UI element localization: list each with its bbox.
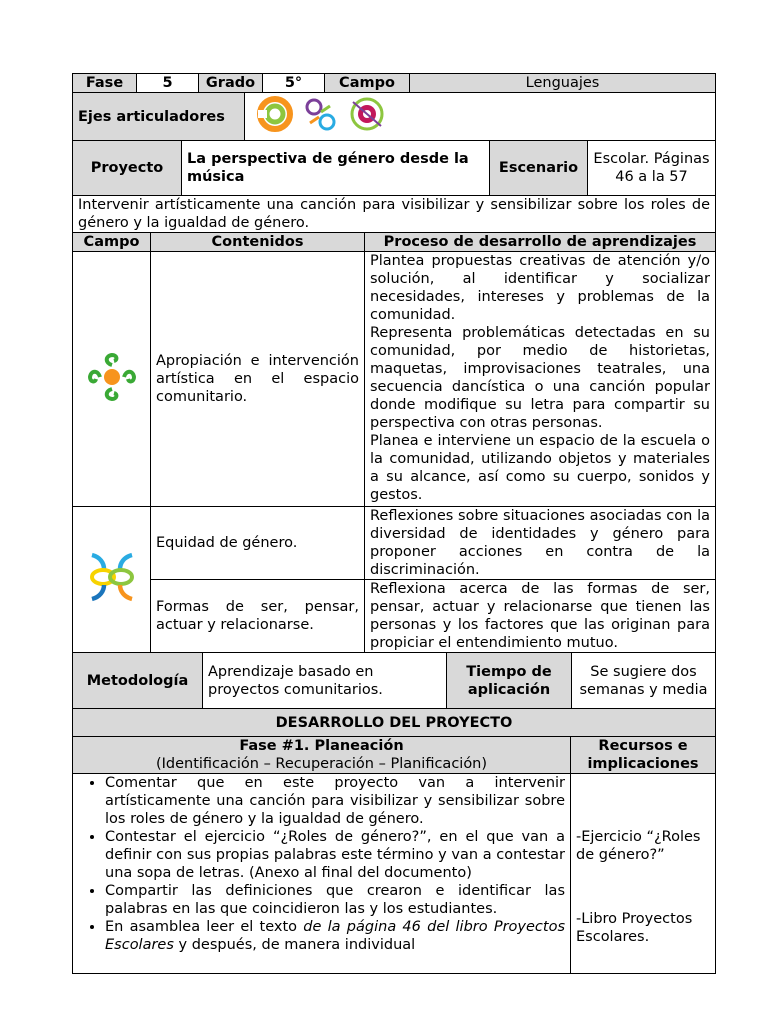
pda-column-header: Proceso de desarrollo de aprendizajes xyxy=(365,233,716,252)
objetivo-table xyxy=(72,195,716,233)
contenidos-table xyxy=(72,232,716,653)
tiempo-value: Se sugiere dos semanas y media xyxy=(572,653,716,709)
escenario-label: Escenario xyxy=(490,141,588,196)
contenidos-column-header: Contenidos xyxy=(151,233,365,252)
proyecto-label: Proyecto xyxy=(73,141,182,196)
fase-1-header xyxy=(73,737,571,774)
proyecto-table xyxy=(72,140,716,196)
project-objective: Intervenir artísticamente una canción para visibilizar y sensibilizar sobre los roles de género y la igualdad de género. xyxy=(73,196,716,233)
campo-column-header: Campo xyxy=(73,233,151,252)
header-table xyxy=(72,73,716,93)
inclusion-icon xyxy=(258,99,290,129)
recursos-header: Recursos e implicaciones xyxy=(571,737,716,774)
grado-label: Grado xyxy=(199,74,263,93)
list-item xyxy=(105,918,565,954)
campo-label: Campo xyxy=(325,74,410,93)
igualdad-genero-icon xyxy=(307,100,334,129)
metodologia-label: Metodología xyxy=(73,653,203,709)
fase-value: 5 xyxy=(137,74,199,93)
campo-value: Lenguajes xyxy=(410,74,716,93)
ejes-icons xyxy=(245,93,716,141)
etica-naturaleza-sociedades-icon xyxy=(86,549,138,605)
fase-label: Fase xyxy=(73,74,137,93)
ejes-icons-svg xyxy=(257,93,387,135)
tiempo-label: Tiempo de aplicación xyxy=(447,653,572,709)
grado-value: 5° xyxy=(263,74,325,93)
pda-3: Reflexiona acerca de las formas de ser, pensar, actuar y relacionarse que tienen las personas y los factores que las originan para propiciar el entendimiento mutuo. xyxy=(365,580,716,653)
fase-1-title: Fase #1. Planeación xyxy=(239,738,404,754)
ejes-table xyxy=(72,92,716,141)
table-row xyxy=(73,507,716,580)
list-item: • Contestar el ejercicio “¿Roles de género?”, en el que van a definir con sus propias palabras este término y van a contestar una sopa de letras. (Anexo al final del documento) xyxy=(105,828,565,882)
pda-1b: Representa problemáticas detectadas en su comunidad, por medio de historietas, maquetas, improvisaciones teatrales, una secuencia dancística o una canción popular donde modifique su letra para compartir su perspectiva con otras personas. xyxy=(370,325,710,431)
metodologia-table xyxy=(72,652,716,709)
contenido-2: Equidad de género. xyxy=(151,507,365,580)
escenario-value: Escolar. Páginas 46 a la 57 xyxy=(588,141,716,196)
pda-1a: Plantea propuestas creativas de atención y/o solución, al identificar y socializar necesidades, intereses y problemas de la comunidad. xyxy=(370,253,710,323)
table-row xyxy=(73,252,716,507)
pda-2: Reflexiones sobre situaciones asociadas con la diversidad de identidades y género para proponer acciones en contra de la discriminación. xyxy=(365,507,716,580)
activity-4-italic: de la página 46 del libro Proyectos Escolares xyxy=(105,919,565,953)
ejes-label: Ejes articuladores xyxy=(73,93,245,141)
activity-4-prefix: En asamblea leer el texto xyxy=(105,919,304,935)
contenido-1: Apropiación e intervención artística en el espacio comunitario. xyxy=(151,252,365,507)
fase-1-activities xyxy=(73,774,571,974)
pda-1c: Planea e interviene un espacio de la escuela o la comunidad, utilizando objetos y materiales a su alcance, así como su cuerpo, sonidos y gestos. xyxy=(370,433,710,503)
lenguajes-icon xyxy=(88,351,136,403)
lesson-plan-page xyxy=(72,73,716,974)
desarrollo-table xyxy=(72,708,716,974)
pda-1-cell xyxy=(365,252,716,507)
recurso-1: -Ejercicio “¿Roles de género?” xyxy=(576,829,701,863)
campo-icon-cell xyxy=(73,252,151,507)
recurso-2: -Libro Proyectos Escolares. xyxy=(576,911,693,945)
list-item: • Comentar que en este proyecto van a intervenir artísticamente una canción para visibilizar y sensibilizar sobre los roles de género y la igualdad de género. xyxy=(105,774,565,828)
metodologia-value: Aprendizaje basado en proyectos comunitarios. xyxy=(203,653,447,709)
artes-icon xyxy=(352,99,382,129)
list-item: • Compartir las definiciones que crearon e identificar las palabras en las que coincidieron las y los estudiantes. xyxy=(105,882,565,918)
proyecto-title: La perspectiva de género desde la música xyxy=(182,141,490,196)
activity-4-suffix: y después, de manera individual xyxy=(173,937,416,953)
activities-list xyxy=(78,774,565,954)
table-row xyxy=(73,580,716,653)
fase-1-subtitle: (Identificación – Recuperación – Planificación) xyxy=(155,756,488,772)
recursos-cell xyxy=(571,774,716,974)
desarrollo-title: DESARROLLO DEL PROYECTO xyxy=(73,709,716,737)
contenido-3: Formas de ser, pensar, actuar y relacionarse. xyxy=(151,580,365,653)
campo-icon-cell xyxy=(73,507,151,653)
